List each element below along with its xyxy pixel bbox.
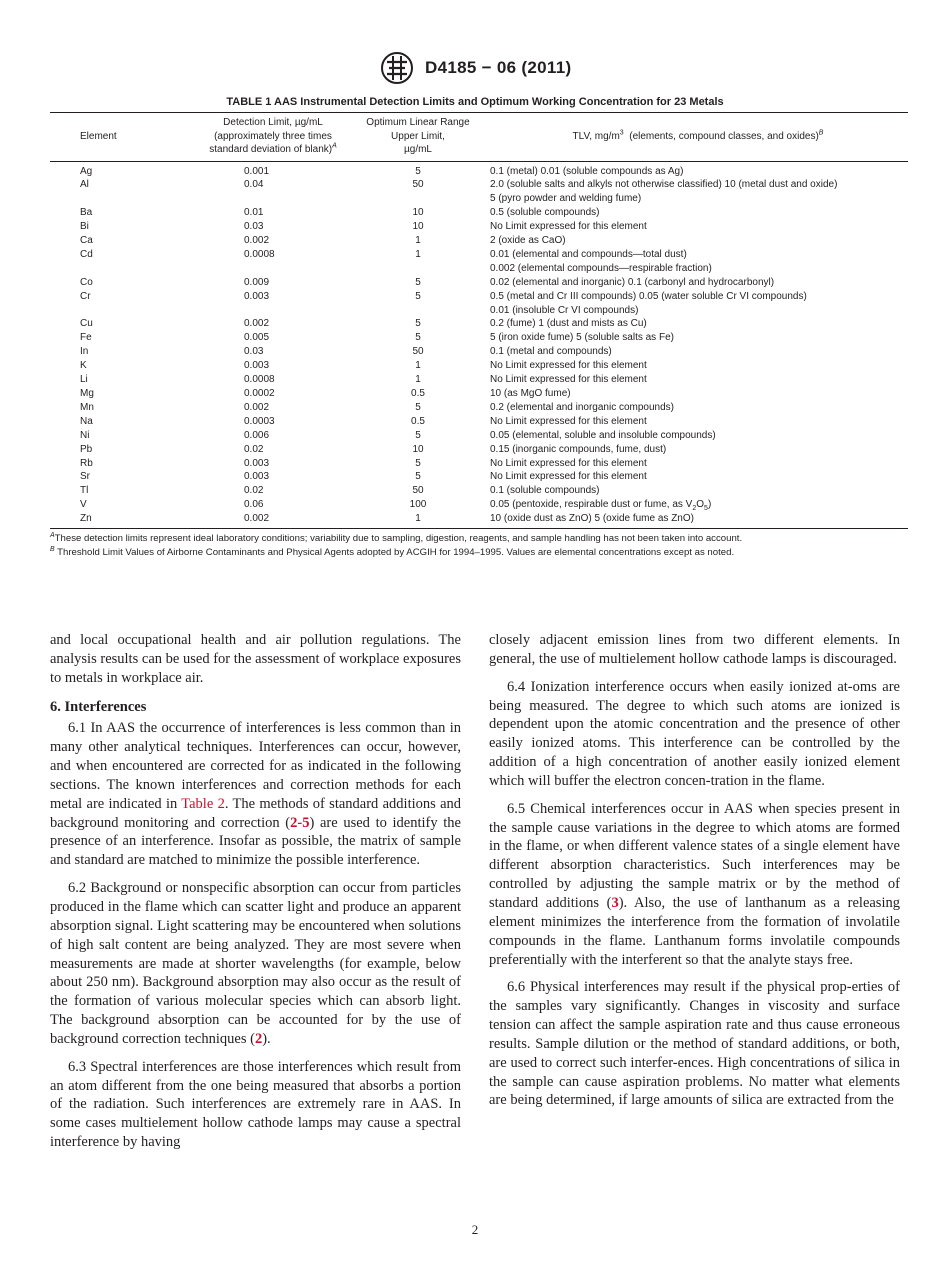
cell-element: Ag	[80, 165, 93, 177]
cell-detection-limit: 0.01	[244, 207, 264, 219]
cell-detection-limit: 0.009	[244, 276, 270, 288]
cell-element: Tl	[80, 485, 89, 497]
cell-element: K	[80, 360, 87, 372]
cell-optimum-limit: 1	[360, 512, 476, 528]
table-row	[50, 443, 908, 457]
footnote-a-text: These detection limits represent ideal laboratory conditions; variability due to sampling, digestion, reagents, and sample handling has not been taken into account.	[54, 533, 743, 544]
table-body	[50, 161, 908, 529]
table-row	[50, 512, 908, 528]
astm-logo-icon	[379, 50, 415, 86]
cell-element: Ni	[80, 429, 90, 441]
tlv-line: 0.02 (elemental and inorganic) 0.1 (carbonyl and hydrocarbonyl)	[490, 276, 775, 288]
table-row	[50, 248, 908, 276]
cell-optimum-limit: 5	[415, 318, 421, 330]
cell-detection-limit: 0.0002	[244, 388, 275, 399]
tlv-line: 5 (pyro powder and welding fume)	[490, 193, 642, 205]
cell-detection-limit: 0.003	[244, 360, 270, 372]
table-row	[50, 317, 908, 331]
tlv-line: No Limit expressed for this element	[490, 415, 647, 427]
cell-element: Rb	[80, 457, 93, 469]
table-row	[50, 470, 908, 484]
header-dl-line1: Detection Limit, µg/mL	[223, 117, 323, 128]
table-row	[50, 178, 908, 206]
cell-tlv	[476, 317, 908, 331]
table-row	[50, 387, 908, 401]
table-row	[50, 359, 908, 373]
cell-tlv	[476, 415, 908, 429]
cell-detection-limit: 0.02	[244, 485, 264, 497]
tlv-part-sub2: 5	[704, 505, 708, 513]
table-row	[50, 429, 908, 443]
cell-detection-limit: 0.002	[244, 401, 270, 413]
cell-optimum-limit: 1	[415, 248, 421, 260]
cell-element: Mn	[80, 401, 94, 413]
cell-tlv	[476, 345, 908, 359]
tlv-line: 0.1 (metal) 0.01 (soluble compounds as Ag)	[490, 165, 684, 177]
cell-tlv	[476, 484, 908, 498]
table-row	[50, 161, 908, 178]
cell-optimum-limit: 5	[415, 429, 421, 441]
tlv-line: 0.15 (inorganic compounds, fume, dust)	[490, 443, 667, 455]
table-header-row	[50, 113, 908, 162]
header-element: Element	[50, 113, 186, 162]
cell-optimum-limit: 1	[415, 235, 421, 247]
cell-optimum-limit: 5	[415, 276, 421, 288]
tlv-line: 0.1 (metal and compounds)	[490, 346, 612, 358]
header-tlv-note: B	[818, 129, 824, 137]
cell-element: Cu	[80, 318, 93, 330]
cell-tlv	[476, 220, 908, 234]
cell-detection-limit: 0.0008	[244, 248, 275, 260]
body-column-right	[489, 631, 900, 1110]
header-detection-limit	[186, 113, 360, 162]
header-tlv-sup: 3	[619, 129, 624, 137]
header-tlv-rest: (elements, compound classes, and oxides)	[623, 130, 819, 142]
cell-detection-limit: 0.04	[244, 179, 264, 191]
table-footnotes	[50, 532, 920, 559]
tlv-line: 0.5 (soluble compounds)	[490, 207, 600, 219]
tlv-line: 2.0 (soluble salts and alkyls not otherwise classified) 10 (metal dust and oxide)	[490, 179, 838, 191]
cell-optimum-limit: 5	[415, 401, 421, 413]
header-ol-line2: Upper Limit,	[391, 130, 445, 142]
cell-detection-limit: 0.002	[186, 512, 360, 528]
table-row	[50, 206, 908, 220]
cell-tlv	[476, 443, 908, 457]
paragraph-6-2	[50, 879, 461, 1049]
cell-detection-limit: 0.002	[244, 318, 270, 330]
cell-optimum-limit: 0.5	[411, 388, 425, 399]
cell-tlv	[476, 331, 908, 345]
cell-tlv	[476, 290, 908, 318]
cell-detection-limit: 0.003	[244, 471, 270, 483]
cell-optimum-limit: 5	[415, 457, 421, 469]
tlv-part-pre: 0.05 (pentoxide, respirable dust or fume, as V	[490, 499, 693, 511]
table-row	[50, 498, 908, 512]
cell-optimum-limit: 1	[415, 374, 421, 386]
p61-text-a: 6.1 In AAS the occurrence of interferences is less common than in many other analytical techniques. Interferences can occur, however, and when encountered are corrected for as indicated in the following sections. The known interferences and correction methods for each metal are indicated in	[50, 720, 461, 812]
cell-detection-limit: 0.001	[244, 165, 270, 177]
p62-text-a: 6.2 Background or nonspecific absorption can occur from particles produced in the flame which can scatter light and produce an apparent absorption signal. Light scattering may be encountered when solutions of high salt content are being analyzed. They are most severe when measurements are made at shorter wavelengths (for example, below about 250 nm). Background absorption may also occur as the result of the formation of various molecular species which can absorb light. The background absorption can be accounted for by the use of background correction techniques (	[50, 880, 461, 1047]
cell-element: Na	[80, 415, 93, 427]
cell-optimum-limit: 5	[415, 332, 421, 344]
cell-element: Al	[80, 179, 89, 191]
cell-element: Cr	[80, 290, 91, 302]
cell-optimum-limit: 5	[415, 290, 421, 302]
cell-detection-limit: 0.0003	[244, 415, 275, 427]
body-column-left	[50, 631, 461, 1152]
paragraph-6-6: 6.6 Physical interferences may result if the physical prop-erties of the samples vary significantly. Changes in viscosity and surface tension can affect the sample aspiration rate and thus cause erroneous results. Sample dilution or the method of standard additions, or both, are used to correct such interfer-ences. High concentrations of silica in the sample can cause aspiration problems. No matter what elements are being determined, if large amounts of silica are extracted from the	[489, 979, 900, 1109]
tlv-part-post: )	[707, 499, 712, 511]
cell-tlv	[476, 373, 908, 387]
cell-element: Fe	[80, 332, 92, 344]
table-row	[50, 220, 908, 234]
table-2-link[interactable]: Table 2	[181, 795, 225, 812]
cell-tlv	[476, 248, 908, 276]
paragraph-6-5	[489, 800, 900, 970]
table-row	[50, 276, 908, 290]
footnote-b-text: Threshold Limit Values of Airborne Contaminants and Physical Agents adopted by ACGIH for 1994–1995. Values are elemental concentrations except as noted.	[54, 546, 735, 558]
cell-optimum-limit: 0.5	[411, 415, 425, 427]
tlv-line: No Limit expressed for this element	[490, 471, 647, 483]
cell-tlv	[476, 512, 908, 528]
reference-2-link[interactable]: 2	[254, 1030, 263, 1047]
cell-tlv	[476, 498, 908, 512]
table-row	[50, 234, 908, 248]
cell-optimum-limit: 50	[412, 179, 424, 191]
detection-limits-table	[50, 112, 908, 529]
paragraph-continuation: and local occupational health and air pollution regulations. The analysis results can be used for the assessment of workplace exposures to metals in workplace air.	[50, 632, 461, 686]
cell-element: Bi	[80, 221, 89, 233]
table-row	[50, 290, 908, 318]
cell-tlv	[476, 401, 908, 415]
footnote-b	[50, 546, 920, 560]
paragraph-6-4: 6.4 Ionization interference occurs when easily ionized at-oms are being measured. The degree to which such atoms are ionized is dependent upon the atomic concentration and the presence of other easily ionized atoms. This interference can be controlled by the addition of a high concentration of another easily ionized element which will buffer the electron concen-tration in the flame.	[489, 678, 900, 789]
header-dl-note: A	[332, 142, 337, 150]
cell-optimum-limit: 5	[415, 471, 421, 483]
cell-detection-limit: 0.003	[244, 457, 270, 469]
p61-text-b: . The methods of standard additions and background monitoring and correction (	[50, 795, 462, 831]
table-row	[50, 401, 908, 415]
table-row	[50, 457, 908, 471]
tlv-line: 0.05 (elemental, soluble and insoluble compounds)	[490, 429, 716, 441]
cell-optimum-limit: 10	[412, 221, 424, 233]
footnote-b-mark: B	[50, 545, 55, 553]
cell-detection-limit: 0.006	[244, 429, 270, 441]
tlv-line: 0.01 (insoluble Cr VI compounds)	[490, 304, 639, 316]
p65-text-a: 6.5 Chemical interferences occur in AAS when species present in the sample cause variations in the degree to which atoms are formed in the flame, or when different valence states of a single element have different absorption characteristics. Such interferences may be controlled by adjusting the sample matrix or by the method of standard additions (	[489, 800, 900, 911]
tlv-part-sub1: 2	[692, 505, 697, 513]
table-row	[50, 373, 908, 387]
table-row	[50, 331, 908, 345]
footnote-a-mark: A	[50, 531, 55, 539]
cell-element: Li	[80, 374, 88, 386]
tlv-line: 0.002 (elemental compounds—respirable fraction)	[490, 262, 712, 274]
cell-detection-limit: 0.03	[244, 346, 264, 358]
paragraph-continuation-right: closely adjacent emission lines from two different elements. In general, the use of multielement hollow cathode lamps is discouraged.	[489, 632, 900, 667]
cell-optimum-limit: 10	[412, 443, 424, 455]
header-tlv	[476, 113, 908, 162]
cell-detection-limit: 0.02	[244, 443, 264, 455]
cell-element: Mg	[80, 388, 94, 399]
tlv-line: 0.1 (soluble compounds)	[490, 485, 600, 497]
table-row	[50, 484, 908, 498]
cell-tlv	[476, 161, 908, 178]
cell-element: Co	[80, 276, 93, 288]
cell-tlv	[476, 457, 908, 471]
cell-element: Pb	[80, 443, 93, 455]
cell-optimum-limit: 50	[412, 485, 424, 497]
cell-tlv	[476, 470, 908, 484]
header-optimum-range	[360, 113, 476, 162]
tlv-line: No Limit expressed for this element	[490, 374, 647, 386]
cell-detection-limit: 0.0008	[244, 374, 275, 386]
page-number: 2	[471, 1222, 479, 1237]
cell-optimum-limit: 100	[409, 499, 427, 511]
paragraph-6-1	[50, 719, 461, 870]
header-dl-line2: (approximately three times	[214, 130, 332, 142]
cell-optimum-limit: 10	[412, 207, 424, 219]
tlv-part-mid: O	[696, 499, 705, 511]
tlv-line: 0.01 (elemental and compounds—total dust)	[490, 248, 687, 260]
section-heading-interferences: 6. Interferences	[50, 698, 147, 715]
p61-text-c: ) are used to identify the presence of an interference. Insofar as possible, the matrix of sample and standard are matched to minimize the possible interference.	[50, 814, 461, 869]
tlv-line: 0.2 (fume) 1 (dust and mists as Cu)	[490, 318, 647, 330]
table-row	[50, 345, 908, 359]
table-row	[50, 415, 908, 429]
cell-element: Ba	[80, 207, 93, 219]
cell-tlv	[476, 178, 908, 206]
cell-element: Cd	[80, 248, 93, 260]
header-tlv-text: TLV, mg/m	[572, 130, 620, 142]
tlv-line: 10 (as MgO fume)	[490, 388, 571, 399]
p65-text-b: ). Also, the use of lanthanum as a releasing element minimizes the interference from the formation of involatile compounds in the flame. Lanthanum forms involatile compounds preferentially with the interferent so that the analyte stays free.	[489, 894, 900, 968]
tlv-line: 0.5 (metal and Cr III compounds) 0.05 (water soluble Cr VI compounds)	[490, 290, 807, 302]
cell-element: In	[80, 346, 89, 358]
cell-detection-limit: 0.03	[244, 221, 264, 233]
page-header	[0, 50, 950, 86]
paragraph-6-3: 6.3 Spectral interferences are those interferences which result from an atom different from the one being measured that absorbs a portion of the radiation. Such interferences are extremely rare in AAS. In some cases multielement hollow cathode lamps may cause a spectral interference by having	[50, 1058, 461, 1151]
tlv-line: 5 (iron oxide fume) 5 (soluble salts as Fe)	[490, 332, 674, 344]
cell-tlv	[476, 206, 908, 220]
tlv-line: No Limit expressed for this element	[490, 457, 647, 469]
cell-element: Sr	[80, 471, 90, 483]
p62-text-b: ).	[262, 1030, 271, 1047]
cell-tlv	[476, 276, 908, 290]
cell-tlv	[476, 234, 908, 248]
cell-tlv	[476, 359, 908, 373]
tlv-line: 10 (oxide dust as ZnO) 5 (oxide fume as ZnO)	[490, 513, 694, 525]
document-id: D4185 − 06 (2011)	[425, 58, 572, 77]
cell-detection-limit: 0.003	[244, 290, 270, 302]
header-ol-line1: Optimum Linear Range	[366, 117, 470, 128]
reference-3-link[interactable]: 3	[611, 894, 619, 911]
cell-detection-limit: 0.005	[244, 332, 270, 344]
cell-element: V	[80, 499, 87, 511]
tlv-line: No Limit expressed for this element	[490, 221, 647, 233]
table-caption: TABLE 1 AAS Instrumental Detection Limits and Optimum Working Concentration for 23 Metals	[226, 96, 724, 108]
cell-detection-limit: 0.06	[244, 499, 264, 511]
tlv-line: 2 (oxide as CaO)	[490, 235, 566, 247]
cell-element: Ca	[80, 235, 93, 247]
tlv-line: 0.2 (elemental and inorganic compounds)	[490, 401, 674, 413]
cell-detection-limit: 0.002	[244, 235, 270, 247]
cell-element: Zn	[50, 512, 186, 528]
header-ol-line3: µg/mL	[404, 144, 432, 155]
cell-tlv	[476, 387, 908, 401]
reference-2-5-link[interactable]: 2-5	[290, 814, 310, 831]
cell-optimum-limit: 50	[412, 346, 424, 358]
footnote-a	[50, 532, 920, 546]
header-dl-line3: standard deviation of blank)	[209, 144, 333, 155]
cell-optimum-limit: 1	[415, 360, 421, 372]
tlv-line: No Limit expressed for this element	[490, 360, 647, 372]
cell-tlv	[476, 429, 908, 443]
cell-optimum-limit: 5	[415, 165, 421, 177]
